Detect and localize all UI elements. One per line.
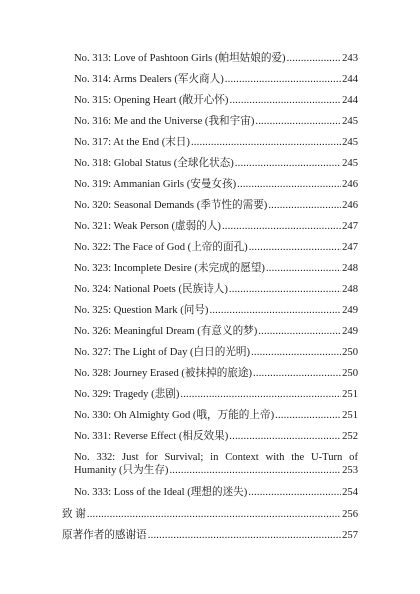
toc-entry-page: 249: [342, 326, 358, 337]
toc-leader-dots: [251, 346, 341, 359]
toc-entry-page: 244: [342, 74, 358, 85]
toc-entry[interactable]: [74, 409, 358, 422]
toc-leader-dots: [229, 430, 341, 443]
toc-entry-author-thanks[interactable]: [62, 529, 358, 542]
toc-entry-page: 252: [342, 431, 358, 442]
toc-entry-title: No. 323: Incomplete Desire (未完成的愿望): [74, 263, 265, 274]
toc-entry-page: 247: [342, 242, 358, 253]
toc-entry-page: 244: [342, 95, 358, 106]
toc-entry-title: No. 321: Weak Person (虚弱的人): [74, 221, 221, 232]
toc-entry[interactable]: [74, 73, 358, 86]
toc-leader-dots: [229, 94, 341, 107]
toc-entry-title: No. 331: Reverse Effect (相反效果): [74, 431, 229, 442]
toc-leader-dots: [225, 73, 341, 86]
toc-entry-page: 246: [342, 200, 358, 211]
toc-entry-page: 254: [342, 487, 358, 498]
toc-leader-dots: [253, 367, 341, 380]
toc-entry-page: 250: [342, 368, 358, 379]
toc-entry-page: 247: [342, 221, 358, 232]
toc-leader-dots: [209, 304, 341, 317]
toc-entry-title: No. 333: Loss of the Ideal (理想的迷失): [74, 487, 248, 498]
toc-entry-title-line1: No. 332: Just for Survival; in Context with the U-Turn of: [74, 452, 358, 463]
toc-entry[interactable]: [74, 178, 358, 191]
toc-entry[interactable]: [74, 262, 358, 275]
toc-entry-page: 248: [342, 263, 358, 274]
toc-entry-title: No. 320: Seasonal Demands (季节性的需要): [74, 200, 268, 211]
toc-entry[interactable]: [74, 304, 358, 317]
toc-entry[interactable]: [74, 94, 358, 107]
toc-entry-page: 245: [342, 158, 358, 169]
toc-leader-dots: [268, 199, 341, 212]
toc-entry-title: No. 317: At the End (末日): [74, 137, 190, 148]
toc-entry-title: No. 325: Question Mark (问号): [74, 305, 209, 316]
toc-entry[interactable]: [74, 367, 358, 380]
toc-leader-dots: [248, 486, 341, 499]
toc-entry-title: No. 314: Arms Dealers (军火商人): [74, 74, 224, 85]
toc-entry-title: No. 324: National Poets (民族诗人): [74, 284, 228, 295]
toc-leader-dots: [237, 178, 341, 191]
toc-leader-dots: [258, 325, 341, 338]
toc-entry[interactable]: [74, 486, 358, 499]
toc-entry[interactable]: [74, 157, 358, 170]
toc-entry[interactable]: [74, 283, 358, 296]
toc-entry-page: 256: [342, 509, 358, 520]
toc-entry[interactable]: [74, 325, 358, 338]
toc-entry-title: No. 313: Love of Pashtoon Girls (帕坦姑娘的爱): [74, 53, 286, 64]
toc-entry-title: 原著作者的感谢语: [62, 530, 147, 541]
toc-entry[interactable]: [74, 115, 358, 128]
toc-leader-dots: [266, 262, 341, 275]
toc-entry[interactable]: [74, 346, 358, 359]
toc-entry-title: No. 322: The Face of God (上帝的面孔): [74, 242, 248, 253]
toc-entry-title: No. 315: Opening Heart (敞开心怀): [74, 95, 229, 106]
toc-entry-page: 245: [342, 116, 358, 127]
toc-entry-page: 250: [342, 347, 358, 358]
toc-entry-title-line2-text: Humanity (只为生存): [74, 465, 169, 476]
toc-leader-dots: [191, 136, 341, 149]
toc-entry[interactable]: [74, 430, 358, 443]
toc-entry-title: No. 326: Meaningful Dream (有意义的梦): [74, 326, 258, 337]
toc-leader-dots: [169, 464, 341, 477]
toc-entry-acknowledgement[interactable]: [62, 508, 358, 521]
toc-entry-page: 245: [342, 137, 358, 148]
toc-leader-dots: [249, 241, 341, 254]
toc-leader-dots: [275, 409, 341, 422]
toc-entry-page: 249: [342, 305, 358, 316]
toc-entry-title: No. 327: The Light of Day (白日的光明): [74, 347, 251, 358]
toc-entry-title: No. 330: Oh Almighty God (哦，万能的上帝): [74, 410, 275, 421]
toc-entry-page: 251: [342, 410, 358, 421]
toc-entry-page: 248: [342, 284, 358, 295]
toc-entry-page: 251: [342, 389, 358, 400]
toc-entry-title-line2: [74, 464, 358, 477]
toc-entry[interactable]: [74, 241, 358, 254]
toc-entry-title: No. 316: Me and the Universe (我和宇宙): [74, 116, 255, 127]
toc-leader-dots: [287, 52, 342, 65]
toc-entry-title: No. 328: Journey Erased (被抹掉的旅途): [74, 368, 253, 379]
toc-entry-page: 243: [342, 53, 358, 64]
toc-entry-title: 致 谢: [62, 509, 86, 520]
toc-entry-title: No. 319: Ammanian Girls (安曼女孩): [74, 179, 237, 190]
toc-leader-dots: [180, 388, 341, 401]
toc-entry-wrapped[interactable]: [74, 451, 358, 477]
toc-entry[interactable]: [74, 220, 358, 233]
toc-leader-dots: [87, 508, 341, 521]
toc-entry-page: 253: [342, 465, 358, 476]
toc-entry[interactable]: [74, 52, 358, 65]
toc-entry[interactable]: [74, 136, 358, 149]
toc-leader-dots: [148, 529, 341, 542]
toc-entry[interactable]: [74, 388, 358, 401]
toc-leader-dots: [255, 115, 341, 128]
toc-leader-dots: [235, 157, 341, 170]
toc-leader-dots: [229, 283, 341, 296]
toc-entry-title: No. 329: Tragedy (悲剧): [74, 389, 180, 400]
toc-entry[interactable]: [74, 199, 358, 212]
toc-entry-page: 246: [342, 179, 358, 190]
toc-entry-title: No. 318: Global Status (全球化状态): [74, 158, 234, 169]
toc-leader-dots: [222, 220, 341, 233]
toc-entry-page: 257: [342, 530, 358, 541]
